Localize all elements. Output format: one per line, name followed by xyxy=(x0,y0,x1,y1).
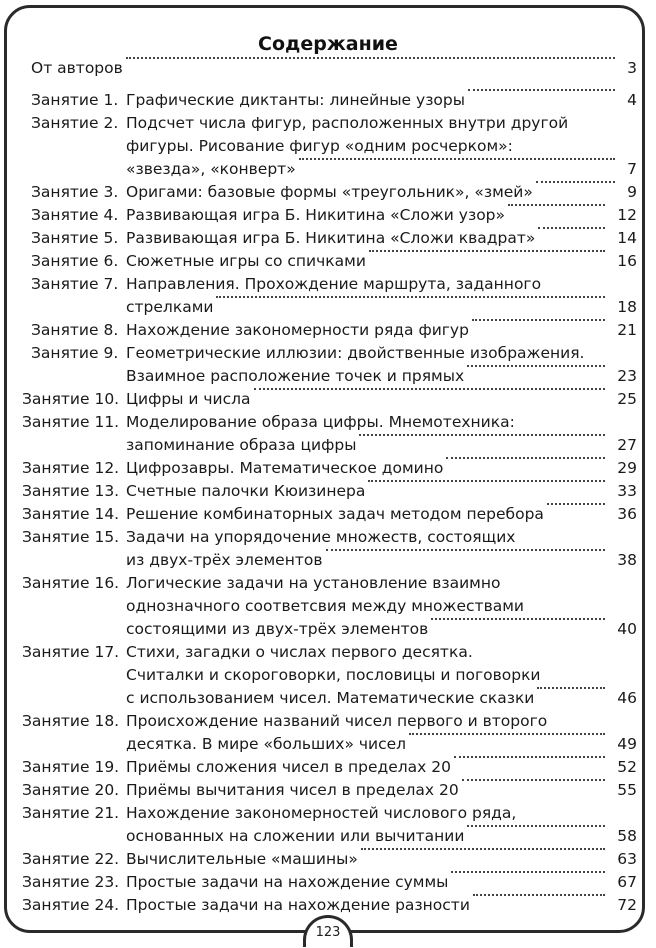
lesson-label: Занятие 14. xyxy=(22,505,120,523)
entry-title: Развивающая игра Б. Никитина «Сложи узор» xyxy=(126,206,506,224)
toc-row xyxy=(0,434,656,457)
dot-leader xyxy=(361,848,605,850)
entry-page-number: 36 xyxy=(617,505,637,523)
toc-row xyxy=(0,894,656,917)
toc-row xyxy=(0,825,656,848)
entry-page-number: 52 xyxy=(617,758,637,776)
entry-page-number: 27 xyxy=(617,436,637,454)
lesson-label: Занятие 15. xyxy=(22,528,120,546)
lesson-label: Занятие 20. xyxy=(22,781,120,799)
lesson-label: Занятие 24. xyxy=(22,896,120,914)
toc-row xyxy=(0,112,656,135)
toc-row xyxy=(0,572,656,595)
entry-title: «звезда», «конверт» xyxy=(126,160,296,178)
entry-page-number: 9 xyxy=(627,183,637,201)
lesson-label: Занятие 2. xyxy=(31,114,119,132)
entry-title: Стихи, загадки о числах первого десятка. xyxy=(126,643,473,661)
entry-title: Развивающая игра Б. Никитина «Сложи квадрат» xyxy=(126,229,536,247)
dot-leader xyxy=(369,250,605,252)
entry-title: состоящими из двух-трёх элементов xyxy=(126,620,429,638)
toc-row xyxy=(0,618,656,641)
lesson-label: Занятие 16. xyxy=(22,574,120,592)
toc-row xyxy=(0,733,656,756)
entry-title: Приёмы сложения чисел в пределах 20 xyxy=(126,758,452,776)
dot-leader xyxy=(216,296,605,298)
lesson-label: Занятие 1. xyxy=(31,91,119,109)
toc-row xyxy=(0,181,656,204)
toc-row xyxy=(0,802,656,825)
toc-row xyxy=(0,89,656,112)
toc-row xyxy=(0,388,656,411)
entry-page-number: 67 xyxy=(617,873,637,891)
entry-title: Сюжетные игры со спичками xyxy=(126,252,366,270)
entry-title: Простые задачи на нахождение разности xyxy=(126,896,470,914)
toc-row xyxy=(0,687,656,710)
toc-row xyxy=(0,342,656,365)
lesson-label: Занятие 18. xyxy=(22,712,120,730)
entry-title: Вычислительные «машины» xyxy=(126,850,358,868)
entry-page-number: 12 xyxy=(617,206,637,224)
toc-row xyxy=(0,457,656,480)
dot-leader xyxy=(508,204,605,206)
toc-row xyxy=(0,664,656,687)
entry-title: с использованием чисел. Математические сказки xyxy=(126,689,535,707)
entry-page-number: 3 xyxy=(627,59,637,77)
lesson-label: Занятие 17. xyxy=(22,643,120,661)
dot-leader xyxy=(468,89,615,91)
entry-title: запоминание образа цифры xyxy=(126,436,357,454)
toc-row xyxy=(0,365,656,388)
entry-page-number: 4 xyxy=(627,91,637,109)
lesson-label: Занятие 7. xyxy=(31,275,119,293)
toc-row xyxy=(0,503,656,526)
entry-title: десятка. В мире «больших» чисел xyxy=(126,735,407,753)
toc-row xyxy=(0,273,656,296)
lesson-label: Занятие 19. xyxy=(22,758,120,776)
entry-title: из двух-трёх элементов xyxy=(126,551,323,569)
toc-row xyxy=(0,296,656,319)
lesson-label: Занятие 9. xyxy=(31,344,119,362)
entry-title: Логические задачи на установление взаимно xyxy=(126,574,501,592)
toc-row xyxy=(0,135,656,158)
entry-page-number: 46 xyxy=(617,689,637,707)
entry-title: Оригами: базовые формы «треугольник», «змей» xyxy=(126,183,533,201)
toc-row xyxy=(0,756,656,779)
toc-row xyxy=(0,595,656,618)
dot-leader xyxy=(409,733,605,735)
entry-title: Направления. Прохождение маршрута, заданного xyxy=(126,275,542,293)
entry-page-number: 38 xyxy=(617,551,637,569)
entry-title: однозначного соответсвия между множествами xyxy=(126,597,524,615)
entry-page-number: 7 xyxy=(627,160,637,178)
dot-leader xyxy=(299,158,615,160)
lesson-label: Занятие 21. xyxy=(22,804,120,822)
entry-title: Происхождение названий чисел первого и второго xyxy=(126,712,548,730)
entry-title: Подсчет числа фигур, расположенных внутри другой xyxy=(126,114,569,132)
lesson-label: Занятие 11. xyxy=(22,413,120,431)
toc-row xyxy=(0,526,656,549)
entry-title: стрелками xyxy=(126,298,214,316)
entry-page-number: 63 xyxy=(617,850,637,868)
dot-leader xyxy=(467,825,605,827)
entry-title: Считалки и скороговорки, пословицы и поговорки xyxy=(126,666,541,684)
entry-page-number: 40 xyxy=(617,620,637,638)
entry-title: Графические диктанты: линейные узоры xyxy=(126,91,465,109)
entry-page-number: 49 xyxy=(617,735,637,753)
lesson-label: Занятие 23. xyxy=(22,873,120,891)
toc-row xyxy=(0,871,656,894)
lesson-label: Занятие 3. xyxy=(31,183,119,201)
dot-leader xyxy=(467,365,605,367)
dot-leader xyxy=(473,894,605,896)
toc-row xyxy=(0,411,656,434)
toc-row xyxy=(0,549,656,572)
entry-page-number: 14 xyxy=(617,229,637,247)
entry-title: фигуры. Рисование фигур «одним росчерком»: xyxy=(126,137,513,155)
entry-page-number: 18 xyxy=(617,298,637,316)
lesson-label: Занятие 5. xyxy=(31,229,119,247)
toc-row xyxy=(0,250,656,273)
entry-page-number: 29 xyxy=(617,459,637,477)
dot-leader xyxy=(536,181,615,183)
entry-title: Геометрические иллюзии: двойственные изображения. xyxy=(126,344,585,362)
toc-row xyxy=(0,480,656,503)
toc-row xyxy=(0,158,656,181)
entry-page-number: 55 xyxy=(617,781,637,799)
toc-row xyxy=(0,848,656,871)
dot-leader xyxy=(446,457,605,459)
entry-title: Моделирование образа цифры. Мнемотехника: xyxy=(126,413,515,431)
entry-page-number: 25 xyxy=(617,390,637,408)
toc-row xyxy=(0,779,656,802)
dot-leader xyxy=(454,756,605,758)
lesson-label: Занятие 8. xyxy=(31,321,119,339)
lesson-label: Занятие 13. xyxy=(22,482,120,500)
dot-leader xyxy=(368,480,605,482)
entry-page-number: 58 xyxy=(617,827,637,845)
toc-row xyxy=(0,204,656,227)
dot-leader xyxy=(431,618,605,620)
dot-leader xyxy=(538,227,605,229)
entry-page-number: 16 xyxy=(617,252,637,270)
toc-row xyxy=(0,227,656,250)
lesson-label: Занятие 10. xyxy=(22,390,120,408)
dot-leader xyxy=(537,687,605,689)
dot-leader xyxy=(326,549,605,551)
dot-leader xyxy=(126,57,615,59)
entry-title: Цифры и числа xyxy=(126,390,251,408)
page-title: Содержание xyxy=(258,33,398,55)
toc-row xyxy=(0,319,656,342)
dot-leader xyxy=(462,779,605,781)
entry-title: Счетные палочки Кюизинера xyxy=(126,482,366,500)
entry-title: Нахождение закономерностей числового ряда, xyxy=(126,804,517,822)
toc-row xyxy=(0,641,656,664)
lesson-label: Занятие 6. xyxy=(31,252,119,270)
page-number-badge: 123 xyxy=(303,915,353,947)
entry-page-number: 33 xyxy=(617,482,637,500)
entry-title: Задачи на упорядочение множеств, состоящих xyxy=(126,528,516,546)
entry-title: Приёмы вычитания чисел в пределах 20 xyxy=(126,781,459,799)
toc-intro-row xyxy=(0,57,656,80)
entry-title: От авторов xyxy=(31,59,123,77)
dot-leader xyxy=(451,871,605,873)
lesson-label: Занятие 22. xyxy=(22,850,120,868)
lesson-label: Занятие 4. xyxy=(31,206,119,224)
entry-title: основанных на сложении или вычитании xyxy=(126,827,465,845)
entry-page-number: 21 xyxy=(617,321,637,339)
dot-leader xyxy=(359,434,605,436)
entry-title: Нахождение закономерности ряда фигур xyxy=(126,321,469,339)
toc-row xyxy=(0,710,656,733)
entry-title: Решение комбинаторных задач методом перебора xyxy=(126,505,544,523)
entry-page-number: 23 xyxy=(617,367,637,385)
entry-title: Цифрозавры. Математическое домино xyxy=(126,459,444,477)
entry-page-number: 72 xyxy=(617,896,637,914)
dot-leader xyxy=(547,503,605,505)
dot-leader xyxy=(472,319,605,321)
entry-title: Взаимное расположение точек и прямых xyxy=(126,367,465,385)
lesson-label: Занятие 12. xyxy=(22,459,120,477)
dot-leader xyxy=(254,388,605,390)
entry-title: Простые задачи на нахождение суммы xyxy=(126,873,449,891)
